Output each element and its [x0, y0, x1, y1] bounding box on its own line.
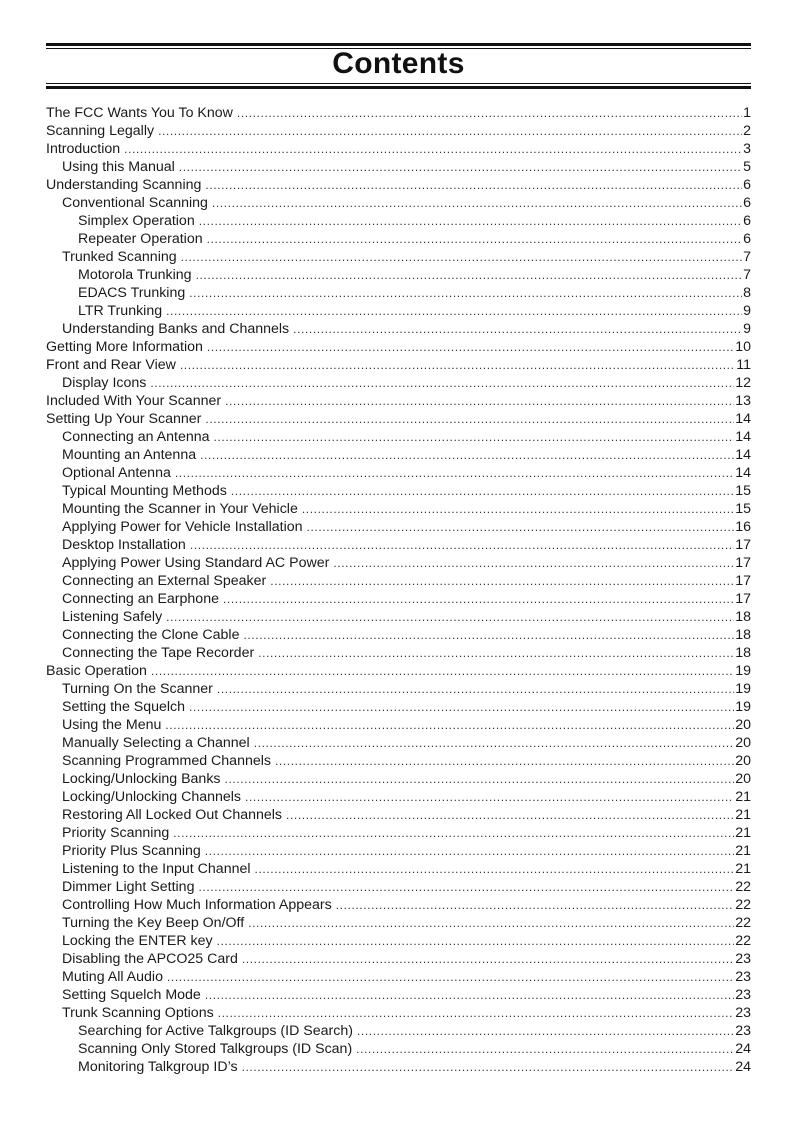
dot-leader [225, 770, 735, 788]
toc-entry-page-number: 17 [735, 555, 751, 571]
toc-entry[interactable] [46, 338, 751, 356]
toc-entry[interactable] [46, 752, 751, 770]
toc-entry[interactable] [46, 1004, 751, 1022]
toc-entry-page-number: 23 [735, 969, 751, 985]
toc-entry-label: Understanding Scanning [46, 177, 202, 193]
dot-leader [242, 950, 734, 968]
toc-entry-page-number: 12 [735, 375, 751, 391]
dot-leader [212, 194, 742, 212]
toc-entry-page-number: 22 [735, 933, 751, 949]
dot-leader [254, 734, 735, 752]
dot-leader [293, 320, 742, 338]
toc-entry-label: Locking/Unlocking Banks [62, 771, 221, 787]
dot-leader [175, 464, 734, 482]
toc-entry-label: Mounting an Antenna [62, 447, 197, 463]
toc-entry-page-number: 24 [735, 1059, 751, 1075]
dot-leader [165, 716, 734, 734]
dot-leader [158, 122, 742, 140]
toc-entry-label: Manually Selecting a Channel [62, 735, 250, 751]
dot-leader [237, 104, 742, 122]
toc-entry-page-number: 9 [743, 321, 751, 337]
toc-entry-page-number: 14 [735, 465, 751, 481]
toc-entry-label: Scanning Legally [46, 123, 155, 139]
toc-entry-page-number: 21 [735, 789, 751, 805]
toc-entry-page-number: 7 [743, 249, 751, 265]
dot-leader [218, 1004, 735, 1022]
dot-leader [217, 680, 734, 698]
toc-entry-label: Mounting the Scanner in Your Vehicle [62, 501, 298, 517]
toc-entry[interactable] [46, 266, 751, 284]
toc-entry-page-number: 20 [735, 717, 751, 733]
toc-entry-label: Display Icons [62, 375, 147, 391]
toc-entry[interactable] [46, 824, 751, 842]
toc-entry-page-number: 22 [735, 879, 751, 895]
toc-entry-page-number: 18 [735, 627, 751, 643]
toc-entry[interactable] [46, 302, 751, 320]
toc-entry-label: Repeater Operation [78, 231, 203, 247]
dot-leader [199, 212, 742, 230]
toc-entry-page-number: 20 [735, 771, 751, 787]
dot-leader [243, 626, 734, 644]
toc-entry-label: Searching for Active Talkgroups (ID Search) [78, 1023, 353, 1039]
dot-leader [151, 662, 734, 680]
toc-entry-label: Getting More Information [46, 339, 203, 355]
toc-entry-label: Scanning Only Stored Talkgroups (ID Scan) [78, 1041, 353, 1057]
page-title: Contents [332, 47, 465, 80]
toc-entry[interactable] [46, 140, 751, 158]
toc-entry-page-number: 17 [735, 573, 751, 589]
dot-leader [248, 914, 734, 932]
dot-leader [357, 1022, 734, 1040]
dot-leader [336, 896, 735, 914]
toc-entry-label: Listening to the Input Channel [62, 861, 251, 877]
toc-entry[interactable] [46, 788, 751, 806]
toc-entry[interactable] [46, 248, 751, 266]
dot-leader [181, 248, 742, 266]
toc-entry-label: Controlling How Much Information Appears [62, 897, 332, 913]
toc-entry[interactable] [46, 716, 751, 734]
dot-leader [207, 338, 734, 356]
toc-entry-label: Connecting an Antenna [62, 429, 210, 445]
toc-entry-label: Trunked Scanning [62, 249, 177, 265]
dot-leader [270, 572, 734, 590]
dot-leader [205, 986, 734, 1004]
toc-entry-page-number: 5 [743, 159, 751, 175]
toc-entry-label: The FCC Wants You To Know [46, 105, 233, 121]
toc-entry-page-number: 15 [735, 483, 751, 499]
toc-entry-page-number: 6 [743, 231, 751, 247]
toc-entry[interactable] [46, 950, 751, 968]
toc-entry-page-number: 23 [735, 987, 751, 1003]
toc-entry-label: Disabling the APCO25 Card [62, 951, 238, 967]
toc-entry-label: Locking the ENTER key [62, 933, 213, 949]
dot-leader [166, 302, 742, 320]
toc-entry[interactable] [46, 374, 751, 392]
toc-entry-page-number: 17 [735, 591, 751, 607]
toc-entry[interactable] [46, 734, 751, 752]
toc-entry[interactable] [46, 842, 751, 860]
toc-entry-label: Trunk Scanning Options [62, 1005, 214, 1021]
dot-leader [242, 1058, 735, 1076]
toc-entry[interactable] [46, 482, 751, 500]
toc-entry-label: Connecting the Clone Cable [62, 627, 240, 643]
dot-leader [214, 428, 735, 446]
toc-entry[interactable] [46, 590, 751, 608]
toc-entry[interactable] [46, 968, 751, 986]
toc-entry-label: Connecting an Earphone [62, 591, 219, 607]
toc-entry-page-number: 21 [735, 807, 751, 823]
toc-entry-page-number: 8 [743, 285, 751, 301]
toc-entry-label: Locking/Unlocking Channels [62, 789, 242, 805]
toc-entry-page-number: 23 [735, 1005, 751, 1021]
dot-leader [225, 392, 734, 410]
toc-entry-label: Conventional Scanning [62, 195, 208, 211]
toc-entry-page-number: 17 [735, 537, 751, 553]
toc-entry[interactable] [46, 122, 751, 140]
toc-entry[interactable] [46, 284, 751, 302]
toc-entry-page-number: 2 [743, 123, 751, 139]
toc-entry[interactable] [46, 212, 751, 230]
toc-entry[interactable] [46, 158, 751, 176]
toc-entry-label: Scanning Programmed Channels [62, 753, 271, 769]
toc-entry-page-number: 15 [735, 501, 751, 517]
toc-entry[interactable] [46, 194, 751, 212]
dot-leader [205, 410, 734, 428]
toc-entry-label: Muting All Audio [62, 969, 163, 985]
dot-leader [286, 806, 734, 824]
toc-entry-page-number: 16 [735, 519, 751, 535]
toc-entry-label: Understanding Banks and Channels [62, 321, 290, 337]
toc-entry-page-number: 21 [735, 843, 751, 859]
toc-entry-page-number: 14 [735, 411, 751, 427]
dot-leader [173, 824, 734, 842]
title-bottom-rule-thick [46, 86, 751, 89]
toc-entry-label: Restoring All Locked Out Channels [62, 807, 283, 823]
toc-entry-label: Priority Plus Scanning [62, 843, 201, 859]
toc-entry-label: Listening Safely [62, 609, 163, 625]
toc-entry[interactable] [46, 554, 751, 572]
toc-entry[interactable] [46, 878, 751, 896]
toc-entry-label: Setting Up Your Scanner [46, 411, 202, 427]
dot-leader [196, 266, 743, 284]
toc-entry-label: Using this Manual [62, 159, 175, 175]
toc-entry-page-number: 19 [735, 681, 751, 697]
toc-entry-page-number: 1 [743, 105, 751, 121]
toc-entry[interactable] [46, 230, 751, 248]
toc-entry[interactable] [46, 536, 751, 554]
dot-leader [150, 374, 734, 392]
toc-entry-page-number: 14 [735, 447, 751, 463]
toc-entry[interactable] [46, 1058, 751, 1076]
toc-entry[interactable] [46, 572, 751, 590]
dot-leader [217, 932, 735, 950]
dot-leader [180, 356, 735, 374]
toc-entry[interactable] [46, 698, 751, 716]
dot-leader [189, 698, 734, 716]
toc-entry-page-number: 6 [743, 213, 751, 229]
toc-entry-label: Turning the Key Beep On/Off [62, 915, 245, 931]
toc-entry[interactable] [46, 896, 751, 914]
toc-entry-page-number: 3 [743, 141, 751, 157]
dot-leader [189, 284, 742, 302]
toc-entry[interactable] [46, 392, 751, 410]
toc-entry-page-number: 9 [743, 303, 751, 319]
toc-entry[interactable] [46, 500, 751, 518]
toc-entry[interactable] [46, 662, 751, 680]
toc-entry-page-number: 22 [735, 915, 751, 931]
toc-entry-page-number: 18 [735, 609, 751, 625]
toc-entry-page-number: 7 [743, 267, 751, 283]
toc-entry-label: Connecting the Tape Recorder [62, 645, 255, 661]
toc-entry-page-number: 21 [735, 825, 751, 841]
toc-entry[interactable] [46, 680, 751, 698]
toc-entry-label: Included With Your Scanner [46, 393, 222, 409]
toc-entry-label: Setting the Squelch [62, 699, 186, 715]
toc-entry[interactable] [46, 176, 751, 194]
toc-entry[interactable] [46, 1040, 751, 1058]
toc-entry[interactable] [46, 410, 751, 428]
toc-entry[interactable] [46, 914, 751, 932]
dot-leader [166, 608, 734, 626]
toc-entry-page-number: 19 [735, 699, 751, 715]
toc-entry-page-number: 10 [735, 339, 751, 355]
dot-leader [200, 446, 734, 464]
toc-entry-page-number: 19 [735, 663, 751, 679]
dot-leader [356, 1040, 734, 1058]
toc-entry-page-number: 13 [735, 393, 751, 409]
toc-entry-label: Motorola Trunking [78, 267, 192, 283]
dot-leader [223, 590, 734, 608]
toc-entry-label: Applying Power Using Standard AC Power [62, 555, 330, 571]
toc-entry-page-number: 20 [735, 735, 751, 751]
dot-leader [205, 176, 742, 194]
toc-entry-page-number: 23 [735, 951, 751, 967]
toc-entry[interactable] [46, 518, 751, 536]
toc-entry[interactable] [46, 986, 751, 1004]
toc-entry-label: Using the Menu [62, 717, 162, 733]
toc-entry-page-number: 18 [735, 645, 751, 661]
toc-entry-label: Setting Squelch Mode [62, 987, 201, 1003]
toc-entry-label: EDACS Trunking [78, 285, 186, 301]
toc-entry-label: Basic Operation [46, 663, 147, 679]
toc-entry-page-number: 21 [735, 861, 751, 877]
dot-leader [207, 230, 742, 248]
toc-entry-label: Connecting an External Speaker [62, 573, 267, 589]
toc-entry[interactable] [46, 608, 751, 626]
toc-entry[interactable] [46, 320, 751, 338]
toc-entry[interactable] [46, 806, 751, 824]
toc-entry-label: Desktop Installation [62, 537, 186, 553]
toc-entry-page-number: 6 [743, 195, 751, 211]
toc-entry-page-number: 14 [735, 429, 751, 445]
dot-leader [307, 518, 735, 536]
toc-entry[interactable] [46, 446, 751, 464]
toc-entry[interactable] [46, 932, 751, 950]
toc-entry-label: Priority Scanning [62, 825, 170, 841]
toc-entry-label: Optional Antenna [62, 465, 171, 481]
dot-leader [245, 788, 734, 806]
toc-entry-label: Applying Power for Vehicle Installation [62, 519, 303, 535]
toc-entry-label: Typical Mounting Methods [62, 483, 227, 499]
dot-leader [255, 860, 735, 878]
toc-entry[interactable] [46, 644, 751, 662]
dot-leader [258, 644, 734, 662]
table-of-contents [46, 104, 751, 1076]
title-bottom-rule-thin [46, 83, 751, 84]
toc-entry-label: Simplex Operation [78, 213, 195, 229]
toc-entry[interactable] [46, 104, 751, 122]
toc-entry-page-number: 20 [735, 753, 751, 769]
toc-entry-label: Front and Rear View [46, 357, 176, 373]
toc-entry-page-number: 24 [735, 1041, 751, 1057]
toc-entry-page-number: 11 [736, 357, 751, 373]
toc-entry-page-number: 6 [743, 177, 751, 193]
dot-leader [167, 968, 734, 986]
toc-entry[interactable] [46, 1022, 751, 1040]
dot-leader [124, 140, 742, 158]
toc-entry-label: Introduction [46, 141, 121, 157]
toc-entry[interactable] [46, 356, 751, 374]
dot-leader [198, 878, 734, 896]
toc-entry-label: Dimmer Light Setting [62, 879, 195, 895]
toc-entry-page-number: 23 [735, 1023, 751, 1039]
toc-entry-label: Turning On the Scanner [62, 681, 213, 697]
toc-entry[interactable] [46, 464, 751, 482]
dot-leader [205, 842, 734, 860]
dot-leader [179, 158, 742, 176]
dot-leader [190, 536, 734, 554]
dot-leader [231, 482, 734, 500]
dot-leader [275, 752, 734, 770]
toc-entry[interactable] [46, 626, 751, 644]
dot-leader [302, 500, 734, 518]
toc-entry[interactable] [46, 860, 751, 878]
toc-entry-label: Monitoring Talkgroup ID’s [78, 1059, 238, 1075]
toc-entry[interactable] [46, 770, 751, 788]
toc-entry-page-number: 22 [735, 897, 751, 913]
toc-entry[interactable] [46, 428, 751, 446]
toc-entry-label: LTR Trunking [78, 303, 163, 319]
dot-leader [333, 554, 734, 572]
